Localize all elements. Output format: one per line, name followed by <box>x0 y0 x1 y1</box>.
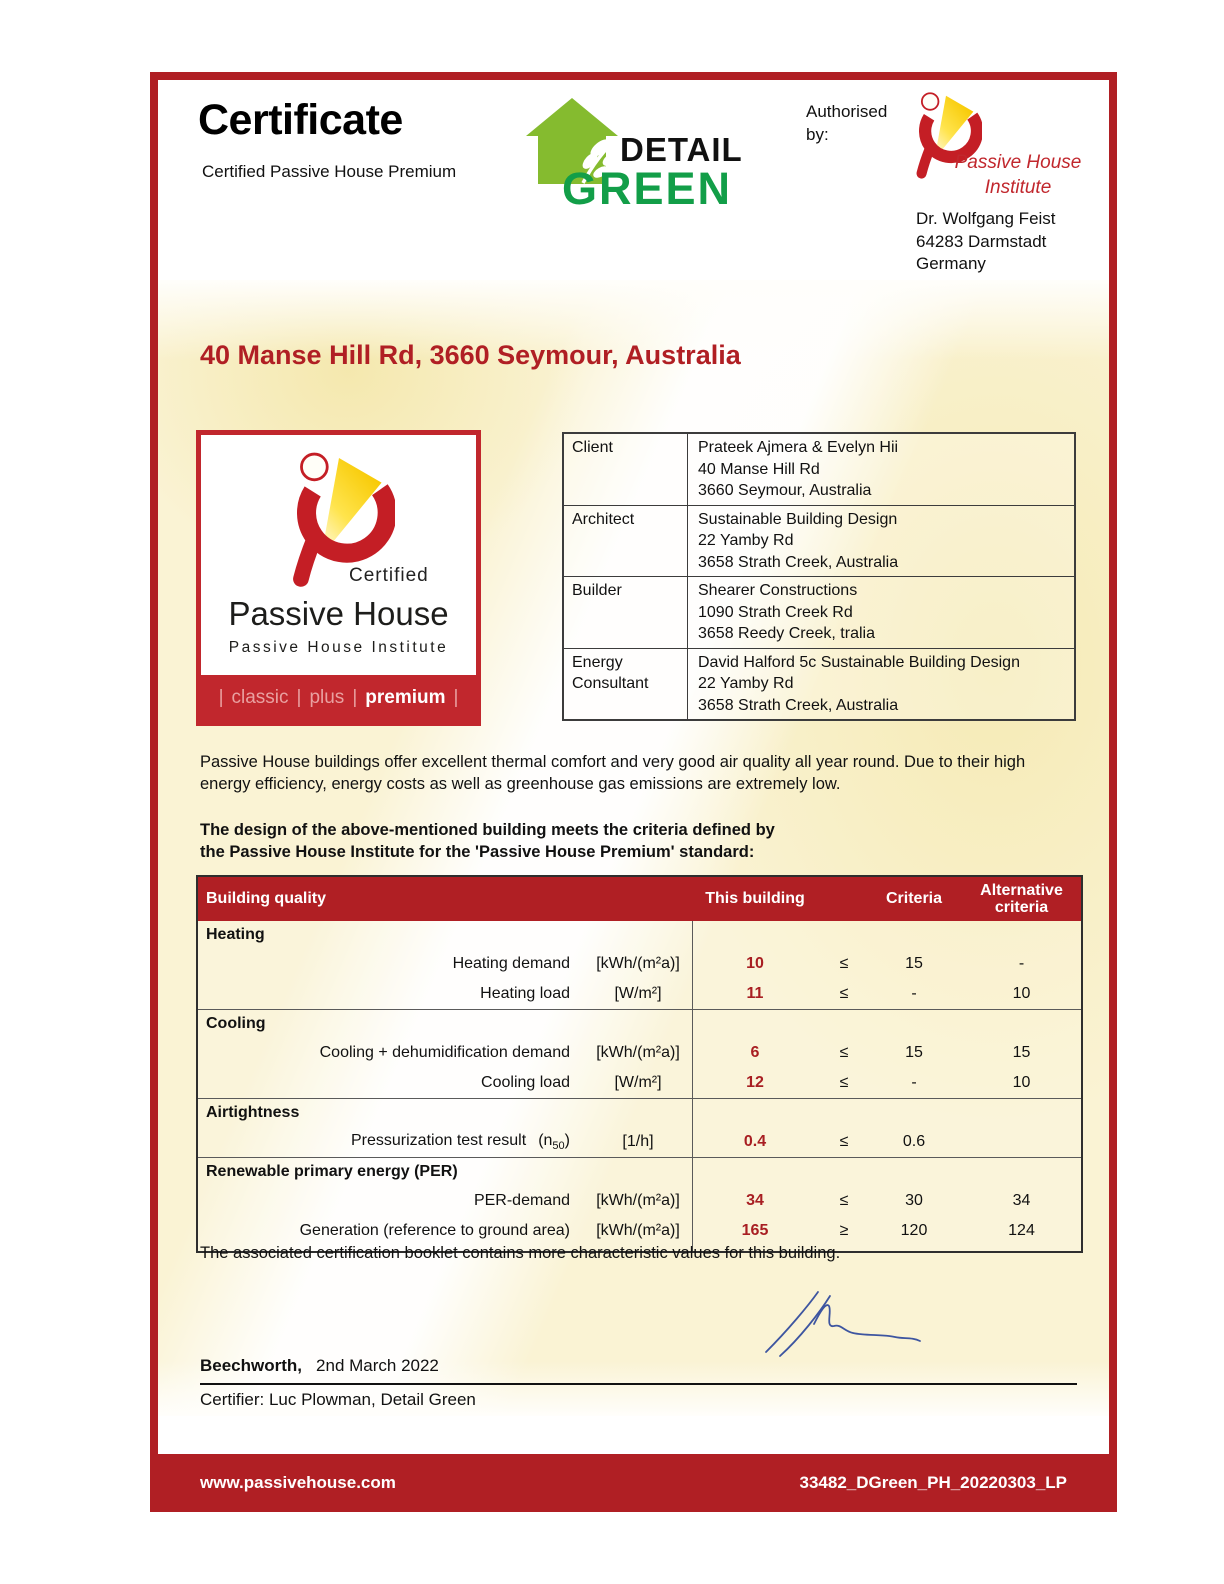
parties-table <box>562 432 1076 721</box>
signature-rule <box>200 1383 1077 1385</box>
criteria-row <box>198 1068 1081 1098</box>
party-address-line: 3658 Strath Creek, Australia <box>698 553 899 571</box>
party-role-label: Client <box>564 434 688 505</box>
page-title: Certificate <box>198 96 403 144</box>
separator: | <box>296 687 302 708</box>
party-address-line: 3658 Reedy Creek, tralia <box>698 625 875 642</box>
criteria-limit: 15 <box>905 1044 923 1061</box>
party-address-line: 22 Yamby Rd <box>698 675 794 692</box>
criteria-label: Cooling + dehumidification demand <box>319 1044 570 1061</box>
criteria-unit: [kWh/(m²a)] <box>596 1044 680 1061</box>
criteria-section <box>198 1009 1081 1098</box>
criteria-section-name: Cooling <box>206 1015 266 1032</box>
criteria-label: Heating load <box>480 985 570 1002</box>
criteria-section-name: Heating <box>206 926 265 943</box>
criteria-this-building-value: 6 <box>750 1044 760 1061</box>
criteria-unit: [kWh/(m²a)] <box>596 955 680 972</box>
criteria-operator: ≤ <box>839 955 849 972</box>
detail-logo-word: DETAIL <box>620 131 743 168</box>
party-address <box>688 649 1074 720</box>
criteria-this-building-value: 0.4 <box>743 1133 767 1150</box>
criteria-operator: ≤ <box>839 1074 849 1091</box>
signing-date: 2nd March 2022 <box>316 1356 439 1375</box>
class-premium: premium <box>365 687 446 708</box>
criteria-limit: - <box>911 1074 917 1091</box>
criteria-section-name: Airtightness <box>206 1104 300 1121</box>
party-address-line: 40 Manse Hill Rd <box>698 460 820 478</box>
contact-country: Germany <box>916 254 986 273</box>
criteria-unit: [W/m²] <box>614 985 662 1002</box>
criteria-label: PER-demand <box>473 1192 570 1209</box>
class-plus: plus <box>309 687 345 708</box>
criteria-section-name: Renewable primary energy (PER) <box>206 1163 458 1180</box>
criteria-row <box>198 949 1081 979</box>
criteria-row <box>198 1216 1081 1246</box>
party-address-line: Prateek Ajmera & Evelyn Hii <box>698 439 899 456</box>
institute-contact <box>916 208 1056 276</box>
criteria-alternative: - <box>1018 955 1025 972</box>
certifier-line: Certifier: Luc Plowman, Detail Green <box>200 1390 476 1409</box>
party-address <box>688 577 1074 648</box>
criteria-alternative: 34 <box>1012 1192 1031 1209</box>
criteria-this-building-value: 34 <box>746 1192 764 1209</box>
criteria-section-row <box>198 921 1081 949</box>
criteria-limit: 30 <box>905 1192 923 1209</box>
criteria-table-body <box>198 921 1081 1251</box>
criteria-operator: ≥ <box>839 1222 849 1239</box>
criteria-alternative: 15 <box>1012 1044 1031 1061</box>
criteria-statement-line2: the Passive House Institute for the 'Passive House Premium' standard: <box>200 842 755 861</box>
criteria-row <box>198 1127 1081 1157</box>
criteria-label: Pressurization test result $(n_{50})$ <box>351 1131 570 1153</box>
separator: | <box>453 687 459 708</box>
page-subtitle: Certified Passive House Premium <box>202 162 457 181</box>
footer-website: www.passivehouse.com <box>200 1473 396 1492</box>
criteria-this-building-value: 165 <box>741 1222 769 1239</box>
criteria-unit: [W/m²] <box>614 1074 662 1091</box>
criteria-this-building-value: 10 <box>746 955 764 972</box>
criteria-alternative: 124 <box>1008 1222 1035 1239</box>
criteria-section-row <box>198 1010 1081 1038</box>
criteria-limit: 15 <box>905 955 923 972</box>
criteria-row <box>198 1038 1081 1068</box>
criteria-row <box>198 979 1081 1009</box>
criteria-this-building-value: 11 <box>746 985 764 1002</box>
party-role-label: Architect <box>564 506 688 577</box>
passive-house-institute-label: Passive House Institute <box>228 639 449 656</box>
header-this-building: This building <box>705 890 805 907</box>
criteria-section <box>198 921 1081 1009</box>
separator: | <box>352 687 358 708</box>
institute-name-line2: Institute <box>984 177 1052 198</box>
criteria-statement-line1: The design of the above-mentioned building meets the criteria defined by <box>200 821 775 839</box>
authorised-by-label <box>806 100 887 146</box>
criteria-row <box>198 1186 1081 1216</box>
authorised-by-line1: Authorised <box>806 102 888 121</box>
criteria-table-header <box>198 877 1081 921</box>
criteria-section-row <box>198 1099 1081 1127</box>
party-address-line: 22 Yamby Rd <box>698 532 794 549</box>
institute-name-line1: Passive House <box>954 152 1082 173</box>
party-row <box>564 434 1074 505</box>
party-address-line: 3658 Strath Creek, Australia <box>698 696 899 714</box>
criteria-section-row <box>198 1158 1081 1186</box>
criteria-operator: ≤ <box>839 1133 849 1150</box>
header-criteria: Criteria <box>885 890 943 907</box>
certified-label: Certified <box>349 565 429 586</box>
signing-place: Beechworth, <box>200 1356 303 1375</box>
authorised-by-line2: by: <box>806 125 829 144</box>
criteria-operator: ≤ <box>839 985 849 1002</box>
party-address <box>688 434 1074 505</box>
party-address-line: 1090 Strath Creek Rd <box>698 603 853 621</box>
criteria-limit: 0.6 <box>902 1133 926 1150</box>
green-logo-word: GREEN <box>562 163 733 210</box>
header-building-quality: Building quality <box>206 890 326 907</box>
certificate-frame <box>150 72 1117 1512</box>
criteria-table-divider <box>692 921 693 1251</box>
detail-green-logo <box>520 96 746 210</box>
party-role-label: Energy Consultant <box>564 649 688 720</box>
party-address-line: David Halford 5c Sustainable Building Design <box>698 653 1020 671</box>
certification-classes-bar <box>201 675 476 721</box>
party-role-label: Builder <box>564 577 688 648</box>
criteria-alternative: 10 <box>1012 985 1031 1002</box>
intro-paragraph: Passive House buildings offer excellent thermal comfort and very good air quality all year round. Due to their high energy efficiency, energy costs as well as greenhouse gas emissions are extremely low. <box>200 753 1026 793</box>
criteria-section <box>198 1157 1081 1251</box>
criteria-operator: ≤ <box>839 1192 849 1209</box>
booklet-note: The associated certification booklet contains more characteristic values for this building. <box>200 1244 841 1262</box>
criteria-table <box>196 875 1083 1253</box>
party-row <box>564 576 1074 648</box>
building-address: 40 Manse Hill Rd, 3660 Seymour, Australia <box>200 340 741 370</box>
criteria-this-building-value: 12 <box>746 1074 764 1091</box>
criteria-unit: [1/h] <box>622 1133 654 1150</box>
party-address <box>688 506 1074 577</box>
criteria-section <box>198 1098 1081 1157</box>
signing-place-date <box>200 1356 439 1376</box>
criteria-label: Cooling load <box>481 1074 570 1091</box>
separator: | <box>218 687 224 708</box>
party-address-line: Sustainable Building Design <box>698 510 898 528</box>
criteria-unit: [kWh/(m²a)] <box>596 1222 680 1239</box>
party-address-line: 3660 Seymour, Australia <box>698 482 872 499</box>
contact-name: Dr. Wolfgang Feist <box>916 209 1056 228</box>
criteria-operator: ≤ <box>839 1044 849 1061</box>
criteria-alternative: 10 <box>1012 1074 1031 1091</box>
certified-passive-house-logo-box <box>196 430 481 726</box>
criteria-statement <box>200 820 775 863</box>
footer-document-id: 33482_DGreen_PH_20220303_LP <box>799 1473 1067 1492</box>
footer-bar <box>150 1454 1117 1512</box>
institute-name <box>938 150 1098 200</box>
class-classic: classic <box>231 687 289 708</box>
criteria-label: Heating demand <box>452 955 570 972</box>
criteria-limit: 120 <box>900 1222 928 1239</box>
party-row <box>564 648 1074 720</box>
contact-city: 64283 Darmstadt <box>916 231 1047 251</box>
certifier-signature <box>754 1286 934 1370</box>
criteria-label: Generation (reference to ground area) <box>299 1222 570 1239</box>
passive-house-label: Passive House <box>228 595 449 632</box>
criteria-label-paren: $(n_{50})$ <box>538 1131 570 1153</box>
party-row <box>564 505 1074 577</box>
party-address-line: Shearer Constructions <box>698 582 858 599</box>
header-alternative-criteria: Alternative criteria <box>980 882 1063 916</box>
criteria-limit: - <box>911 985 917 1002</box>
criteria-unit: [kWh/(m²a)] <box>596 1192 680 1209</box>
